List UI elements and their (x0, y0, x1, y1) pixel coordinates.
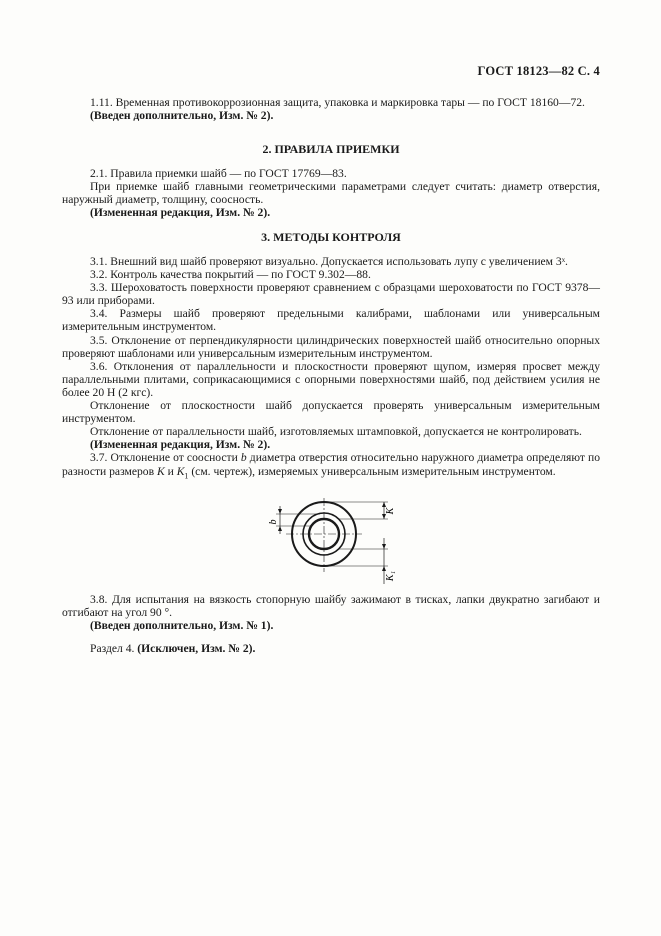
clause-3-3: 3.3. Шероховатость поверхности проверяют сравнением с образцами шероховатости по ГОСТ 9378—93 или приборами. (62, 281, 600, 308)
section-4-label: Раздел 4. (90, 642, 138, 655)
clause-3-8 (62, 593, 600, 632)
section-3-title: 3. МЕТОДЫ КОНТРОЛЯ (261, 230, 401, 244)
clause-3-7-part-c: диаметра отверстия относительно наружного диаметра определяют по разности размеров (62, 451, 600, 478)
clause-2-1-note: (Измененная редакция, Изм. № 2). (90, 206, 271, 220)
clause-3-4: 3.4. Размеры шайб проверяют предельными калибрами, шаблонами или универсальным измерительным инструментом. (62, 307, 600, 334)
var-b: b (240, 451, 247, 465)
clause-2-1-text-b: При приемке шайб главными геометрическими параметрами следует считать: диаметр отверстия, наружный диаметр, толщину, соосность. (62, 180, 600, 207)
clause-3-6-b: Отклонение от плоскостности шайб допускается проверять универсальным измерительным инструментом. (62, 399, 600, 426)
k-arrow-top (382, 502, 386, 507)
clause-2-1-text: 2.1. Правила приемки шайб — по ГОСТ 17769—83. (90, 167, 347, 180)
fig-label-b: b (268, 519, 279, 525)
clause-3-7-part-a: 3.7. Отклонение от соосности (90, 451, 241, 465)
var-k: K (156, 464, 165, 478)
fig-label-k: K (385, 507, 396, 515)
clause-3-5: 3.5. Отклонение от перпендикулярности цилиндрических поверхностей шайб относительно опорных проверяют шаблонами или универсальным измерительным инструментом. (62, 333, 600, 360)
clause-3-6: 3.6. Отклонения от параллельности и плоскостности проверяют щупом, измеряя просвет между параллельными плитами, соприкасающимися с опорными поверхностями шайб, под действием усилия не более 20 Н (2 кгс). (62, 359, 600, 399)
clause-3-1: 3.1. Внешний вид шайб проверяют визуально. Допускается использовать лупу с увеличением 3ˣ. (90, 255, 568, 268)
var-k1-subscript: 1 (184, 470, 189, 480)
clause-2-1 (62, 167, 600, 219)
k1-arrow-bottom (382, 566, 386, 571)
clause-1-11-text: 1.11. Временная противокоррозионная защита, упаковка и маркировка тары — по ГОСТ 18160—72. (90, 96, 585, 109)
b-arrow-bottom (278, 526, 282, 531)
clause-3-7-part-e: (см. чертеж), измеряемых универсальным измерительным инструментом. (188, 464, 556, 478)
clause-3-6-note: (Измененная редакция, Изм. № 2). (90, 438, 271, 452)
clause-1-11 (62, 96, 600, 122)
section-2-title: 2. ПРАВИЛА ПРИЕМКИ (262, 142, 400, 156)
clause-1-11-note: (Введен дополнительно, Изм. № 2). (90, 109, 274, 123)
clause-3-7 (62, 451, 600, 482)
clause-3-8-note: (Введен дополнительно, Изм. № 1). (90, 619, 274, 633)
clause-3-6-c: Отклонение от параллельности шайб, изготовляемых штамповкой, допускается не контролировать. (90, 425, 582, 439)
var-k1: K (176, 464, 185, 478)
section-4-line (62, 642, 600, 655)
clause-3-8-text: 3.8. Для испытания на вязкость стопорную шайбу зажимают в тисках, лапки двукратно загибают и отгибают на угол 90 °. (62, 593, 600, 620)
clause-3-2: 3.2. Контроль качества покрытий — по ГОСТ 9.302—88. (90, 268, 371, 282)
b-arrow-top (278, 509, 282, 514)
washer-drawing (268, 492, 402, 592)
clause-3-7-part-d: и (164, 464, 177, 478)
k1-arrow-top (382, 544, 386, 549)
page-header: ГОСТ 18123—82 С. 4 (477, 64, 600, 78)
section-3-body (62, 255, 600, 482)
section-4-note: (Исключен, Изм. № 2). (137, 642, 256, 655)
fig-label-k1: K₁ (385, 570, 396, 582)
